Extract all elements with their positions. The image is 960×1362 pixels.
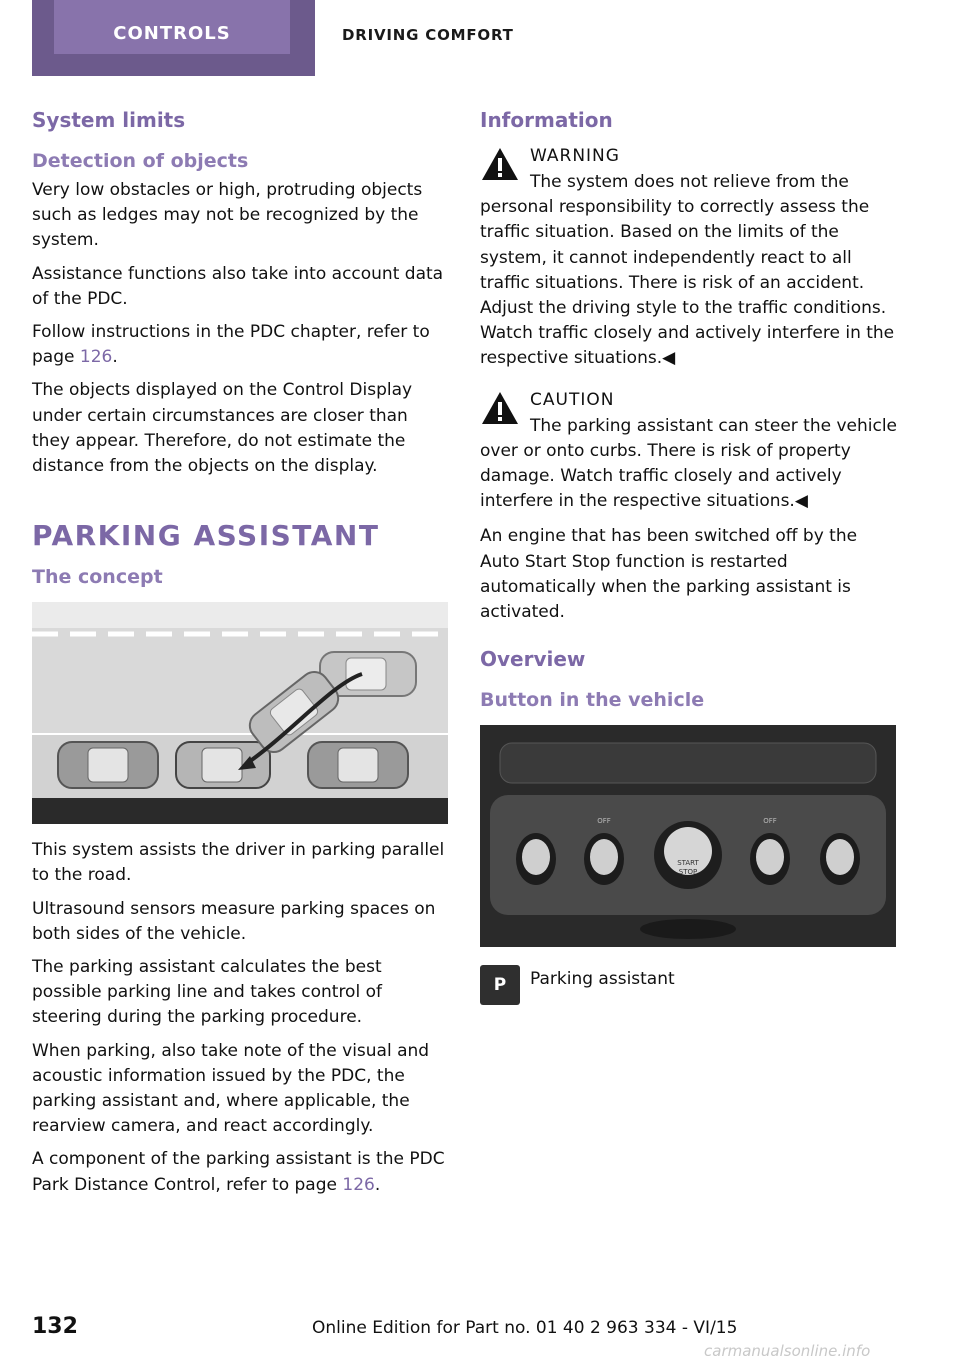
warning-triangle-icon bbox=[480, 146, 520, 182]
warning-notice bbox=[480, 142, 898, 372]
paragraph: Assistance functions also take into account data of the PDC. bbox=[32, 263, 444, 309]
maneuver-car-target bbox=[176, 742, 270, 788]
button-legend-label: Parking assistant bbox=[530, 969, 675, 990]
warning-text: The system does not relieve from the personal responsibility to correctly assess the traffic situation. Based on the limits of the system, it cannot independently react to all traffic situations. There is risk of an accident. Adjust the driving style to the traffic conditions. Watch traffic closely and actively interfere in the respective situations.◀ bbox=[480, 172, 895, 369]
right-column bbox=[480, 108, 898, 1009]
heading-the-concept: The concept bbox=[32, 566, 163, 589]
heading-system-limits: System limits bbox=[32, 108, 186, 132]
button-legend-parking-assistant bbox=[480, 965, 898, 1009]
start-label: START bbox=[677, 859, 699, 868]
edition-footer: Online Edition for Part no. 01 40 2 963 334 - VI/15 bbox=[312, 1318, 738, 1338]
watermark: carmanualsonline.info bbox=[704, 1342, 871, 1360]
paragraph: This system assists the driver in parking parallel to the road. bbox=[32, 840, 445, 886]
heading-overview: Overview bbox=[480, 647, 586, 672]
left-column bbox=[32, 108, 450, 1206]
paragraph: The objects displayed on the Control Display under certain circumstances are closer than they appear. Therefore, do not estimate the distance from the objects on the display. bbox=[32, 380, 413, 477]
parked-car-left bbox=[58, 742, 158, 788]
paragraph: Ultrasound sensors measure parking spaces on both sides of the vehicle. bbox=[32, 898, 436, 944]
caution-notice bbox=[480, 386, 898, 515]
heading-parking-assistant: PARKING ASSISTANT bbox=[32, 519, 380, 553]
heading-button-in-vehicle: Button in the vehicle bbox=[480, 689, 705, 712]
paragraph: A component of the parking assistant is the PDC Park Distance Control, refer to page 126. bbox=[32, 1149, 445, 1195]
page-link[interactable]: 126 bbox=[342, 1174, 375, 1195]
parking-assistant-icon: P bbox=[480, 965, 520, 1005]
parking-concept-illustration bbox=[32, 602, 448, 824]
toggle-5 bbox=[820, 833, 860, 885]
heading-information: Information bbox=[480, 108, 613, 132]
toggle-2 bbox=[584, 833, 624, 885]
paragraph: When parking, also take note of the visual and acoustic information issued by the PDC, the parking assistant and, where applicable, the rearview camera, and react accordingly. bbox=[32, 1040, 430, 1137]
paragraph: Follow instructions in the PDC chapter, refer to page 126. bbox=[32, 322, 430, 368]
stop-label: STOP bbox=[678, 868, 698, 877]
toggle-4 bbox=[750, 833, 790, 885]
caution-triangle-icon bbox=[480, 390, 520, 426]
section-title: DRIVING COMFORT bbox=[342, 26, 514, 44]
warning-label: WARNING bbox=[530, 146, 620, 166]
parking-diagram bbox=[32, 602, 448, 824]
start-stop-toggle bbox=[654, 821, 722, 889]
heading-detection-of-objects: Detection of objects bbox=[32, 150, 249, 172]
paragraph: An engine that has been switched off by the Auto Start Stop function is restarted automatically when the parking assistant is activated. bbox=[480, 526, 858, 623]
off-label: OFF bbox=[763, 817, 777, 826]
off-label: OFF bbox=[597, 817, 611, 826]
paragraph: The parking assistant calculates the best possible parking line and takes control of steering during the parking procedure. bbox=[32, 957, 382, 1028]
page-link[interactable]: 126 bbox=[79, 347, 113, 368]
console-button-photo bbox=[480, 725, 896, 947]
caution-label: CAUTION bbox=[530, 389, 615, 410]
parked-car-right bbox=[308, 742, 408, 788]
page-number: 132 bbox=[32, 1314, 78, 1339]
parking-assistant-toggle bbox=[516, 833, 556, 885]
chapter-tab-label: CONTROLS bbox=[54, 0, 290, 54]
console-illustration bbox=[480, 725, 896, 947]
paragraph: Very low obstacles or high, protruding objects such as ledges may not be recognized by the system. bbox=[32, 180, 423, 251]
caution-text: The parking assistant can steer the vehicle over or onto curbs. There is risk of property damage. Watch traffic closely and actively interfere in the respective situations.◀ bbox=[480, 415, 898, 512]
